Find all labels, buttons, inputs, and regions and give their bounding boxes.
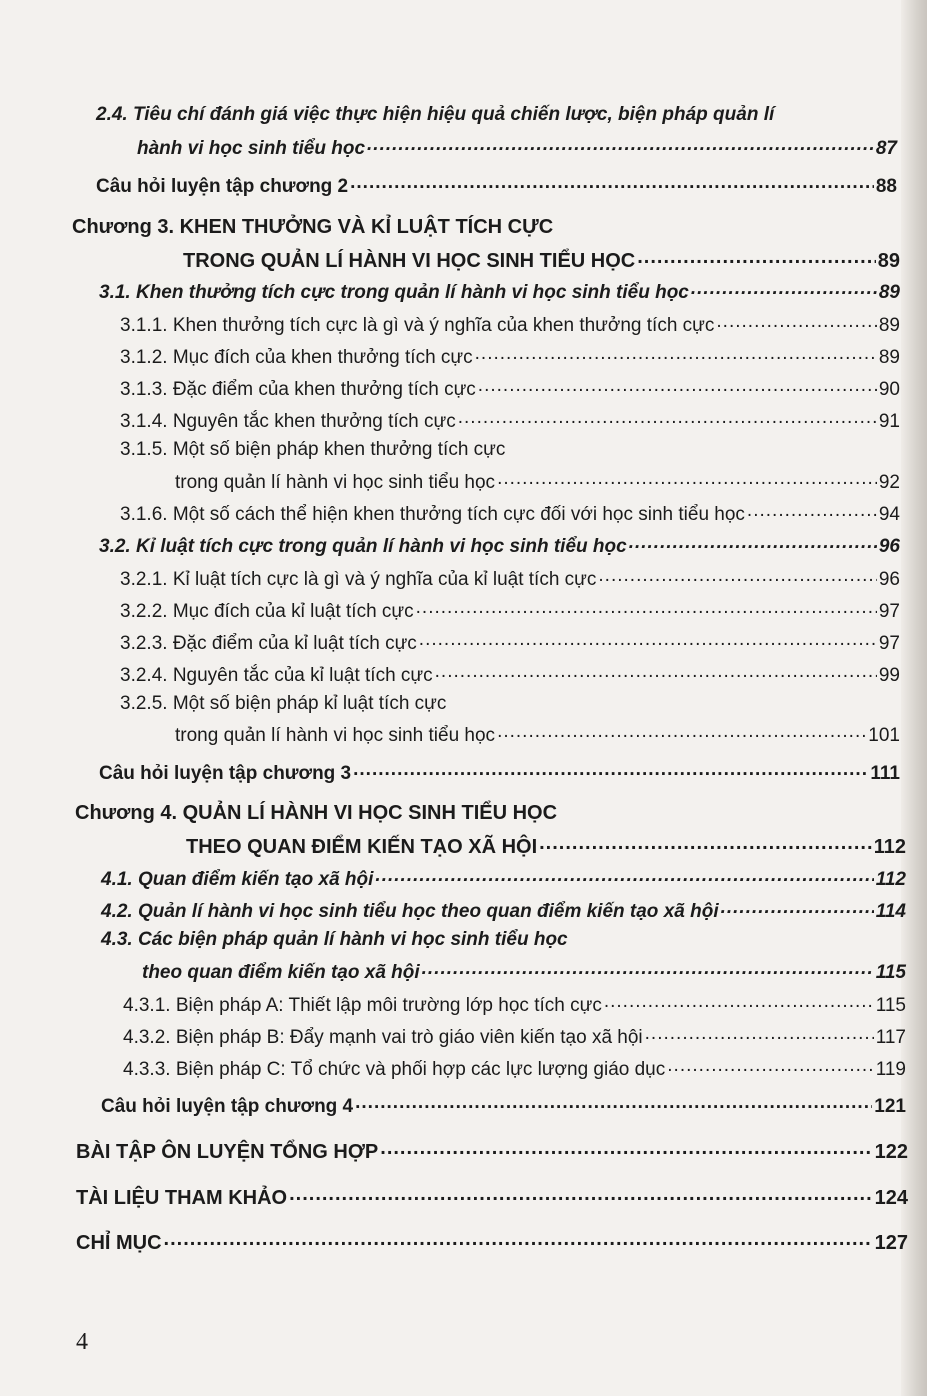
leader-dots: [478, 376, 877, 395]
toc-section-4-1[interactable]: [101, 866, 906, 889]
toc-sub-3-2-5[interactable]: [175, 722, 900, 745]
page-ref: 112: [875, 869, 906, 890]
toc-text: CHỈ MỤC: [76, 1232, 162, 1254]
toc-text: 4.1. Quan điểm kiến tạo xã hội: [101, 869, 374, 890]
toc-section-4-2[interactable]: [101, 898, 906, 921]
leader-dots: [637, 247, 876, 267]
page-ref: 111: [870, 763, 900, 784]
page-ref: 94: [878, 504, 900, 525]
toc-entry-2-4[interactable]: [137, 135, 897, 158]
leader-dots: [380, 1138, 872, 1158]
leader-dots: [475, 344, 877, 363]
toc-sub-3-1-5[interactable]: [175, 469, 900, 492]
toc-text: trong quản lí hành vi học sinh tiểu học: [175, 472, 496, 493]
toc-entry-2-4-line1[interactable]: 2.4. Tiêu chí đánh giá việc thực hiện hiệu quả chiến lược, biện pháp quản lí: [96, 104, 775, 125]
toc-text: 3.1.2. Mục đích của khen thưởng tích cực: [120, 347, 473, 368]
page-ref: 96: [878, 569, 900, 590]
toc-text: TRONG QUẢN LÍ HÀNH VI HỌC SINH TIỂU HỌC: [183, 250, 636, 272]
leader-dots: [458, 408, 877, 427]
toc-text: 3.1.6. Một số cách thể hiện khen thưởng tích cực đối với học sinh tiểu học: [120, 504, 745, 525]
leader-dots: [164, 1229, 873, 1249]
toc-text: 3.2.1. Kỉ luật tích cực là gì và ý nghĩa của kỉ luật tích cực: [120, 569, 597, 590]
toc-text: 3.1. Khen thưởng tích cực trong quản lí hành vi học sinh tiểu học: [99, 282, 689, 303]
page-ref: 114: [875, 901, 906, 922]
leader-dots: [539, 833, 872, 853]
page-ref: 89: [878, 282, 900, 303]
page-ref: 115: [875, 962, 906, 983]
leader-dots: [435, 662, 877, 681]
toc-text: 3.2.4. Nguyên tắc của kỉ luật tích cực: [120, 665, 433, 686]
page-ref: 101: [868, 725, 900, 746]
toc-text: 3.1.1. Khen thưởng tích cực là gì và ý nghĩa của khen thưởng tích cực: [120, 315, 715, 336]
leader-dots: [355, 1093, 872, 1112]
page-ref: 89: [877, 250, 900, 272]
page-ref: 90: [878, 379, 900, 400]
leader-dots: [716, 312, 876, 331]
toc-chapter-4-line1[interactable]: Chương 4. QUẢN LÍ HÀNH VI HỌC SINH TIỂU HỌC: [75, 802, 558, 824]
toc-text: 3.2.2. Mục đích của kỉ luật tích cực: [120, 601, 414, 622]
leader-dots: [667, 1056, 873, 1075]
toc-section-4-3[interactable]: [142, 959, 906, 982]
page-ref: 117: [875, 1027, 906, 1048]
leader-dots: [422, 959, 874, 978]
toc-entry-2-4-line2: hành vi học sinh tiểu học: [137, 138, 366, 159]
toc-sub-3-1-4[interactable]: [120, 408, 900, 431]
page-ref: 121: [874, 1096, 906, 1117]
leader-dots: [419, 630, 877, 649]
toc-sub-3-1-2[interactable]: [120, 344, 900, 367]
leader-dots: [604, 992, 874, 1011]
page-ref: 124: [874, 1187, 908, 1209]
toc-text: 3.1.4. Nguyên tắc khen thưởng tích cực: [120, 411, 456, 432]
toc-sub-3-1-3[interactable]: [120, 376, 900, 399]
toc-sub-3-2-1[interactable]: [120, 566, 900, 589]
toc-text: 4.2. Quản lí hành vi học sinh tiểu học theo quan điểm kiến tạo xã hội: [101, 901, 719, 922]
toc-entry-index[interactable]: [76, 1229, 908, 1253]
page-ref: 89: [878, 315, 900, 336]
toc-sub-3-1-5-line1[interactable]: 3.1.5. Một số biện pháp khen thưởng tích cực: [120, 439, 506, 460]
leader-dots: [691, 279, 877, 298]
page-ref: 89: [878, 347, 900, 368]
leader-dots: [289, 1184, 873, 1204]
toc-text: trong quản lí hành vi học sinh tiểu học: [175, 725, 496, 746]
leader-dots: [629, 533, 877, 552]
page-ref: 99: [878, 665, 900, 686]
leader-dots: [721, 898, 874, 917]
page-ref: 127: [874, 1232, 908, 1254]
leader-dots: [497, 722, 866, 741]
page-number: 4: [76, 1329, 88, 1355]
toc-text: THEO QUAN ĐIỂM KIẾN TẠO XÃ HỘI: [186, 836, 538, 858]
toc-text: 4.3.3. Biện pháp C: Tổ chức và phối hợp các lực lượng giáo dục: [123, 1059, 666, 1080]
page-ref: 122: [874, 1141, 908, 1163]
toc-text: 4.3.1. Biện pháp A: Thiết lập môi trường lớp học tích cực: [123, 995, 602, 1016]
toc-text: Câu hỏi luyện tập chương 3: [99, 763, 352, 784]
toc-text: Câu hỏi luyện tập chương 2: [96, 176, 349, 197]
leader-dots: [598, 566, 876, 585]
leader-dots: [747, 501, 877, 520]
toc-text: 3.1.3. Đặc điểm của khen thưởng tích cực: [120, 379, 476, 400]
toc-sub-4-3-3[interactable]: [123, 1056, 906, 1079]
toc-entry-references[interactable]: [76, 1184, 908, 1208]
toc-sub-4-3-2[interactable]: [123, 1024, 906, 1047]
toc-sub-4-3-1[interactable]: [123, 992, 906, 1015]
toc-chapter-3[interactable]: [183, 247, 900, 271]
toc-entry-review-ch3[interactable]: [99, 760, 900, 783]
page-ref: 92: [878, 472, 900, 493]
toc-entry-exercises[interactable]: [76, 1138, 908, 1162]
page-ref: 88: [875, 176, 897, 197]
toc-text: Câu hỏi luyện tập chương 4: [101, 1096, 354, 1117]
page-ref: 119: [875, 1059, 906, 1080]
leader-dots: [350, 173, 874, 192]
leader-dots: [375, 866, 873, 885]
page-ref: 97: [878, 633, 900, 654]
toc-text: 4.3.2. Biện pháp B: Đẩy mạnh vai trò giáo viên kiến tạo xã hội: [123, 1027, 643, 1048]
toc-sub-3-1-1[interactable]: [120, 312, 900, 335]
toc-text: TÀI LIỆU THAM KHẢO: [76, 1187, 288, 1209]
leader-dots: [645, 1024, 874, 1043]
toc-chapter-3-line1[interactable]: Chương 3. KHEN THƯỞNG VÀ KỈ LUẬT TÍCH CỰC: [72, 216, 554, 238]
toc-text: 3.2.3. Đặc điểm của kỉ luật tích cực: [120, 633, 417, 654]
toc-entry-review-ch2[interactable]: [96, 173, 897, 196]
toc-section-3-1[interactable]: [99, 279, 900, 302]
toc-text: BÀI TẬP ÔN LUYỆN TỔNG HỢP: [76, 1141, 379, 1163]
toc-section-4-3-line1[interactable]: 4.3. Các biện pháp quản lí hành vi học sinh tiểu học: [101, 929, 568, 950]
toc-sub-3-1-6[interactable]: [120, 501, 900, 524]
page-ref: 115: [875, 995, 906, 1016]
page-ref: 96: [878, 536, 900, 557]
toc-chapter-4[interactable]: [186, 833, 906, 857]
toc-entry-review-ch4[interactable]: [101, 1093, 906, 1116]
toc-text: theo quan điểm kiến tạo xã hội: [142, 962, 420, 983]
page-ref: 97: [878, 601, 900, 622]
toc-text: 3.2. Kỉ luật tích cực trong quản lí hành vi học sinh tiểu học: [99, 536, 627, 557]
page-ref: 87: [875, 138, 897, 159]
page-ref: 91: [878, 411, 900, 432]
toc-section-3-2[interactable]: [99, 533, 900, 556]
toc-sub-3-2-3[interactable]: [120, 630, 900, 653]
leader-dots: [497, 469, 877, 488]
page-ref: 112: [873, 836, 906, 858]
toc-sub-3-2-4[interactable]: [120, 662, 900, 685]
toc-sub-3-2-2[interactable]: [120, 598, 900, 621]
leader-dots: [353, 760, 868, 779]
leader-dots: [416, 598, 877, 617]
toc-sub-3-2-5-line1[interactable]: 3.2.5. Một số biện pháp kỉ luật tích cực: [120, 693, 447, 714]
leader-dots: [367, 135, 874, 154]
